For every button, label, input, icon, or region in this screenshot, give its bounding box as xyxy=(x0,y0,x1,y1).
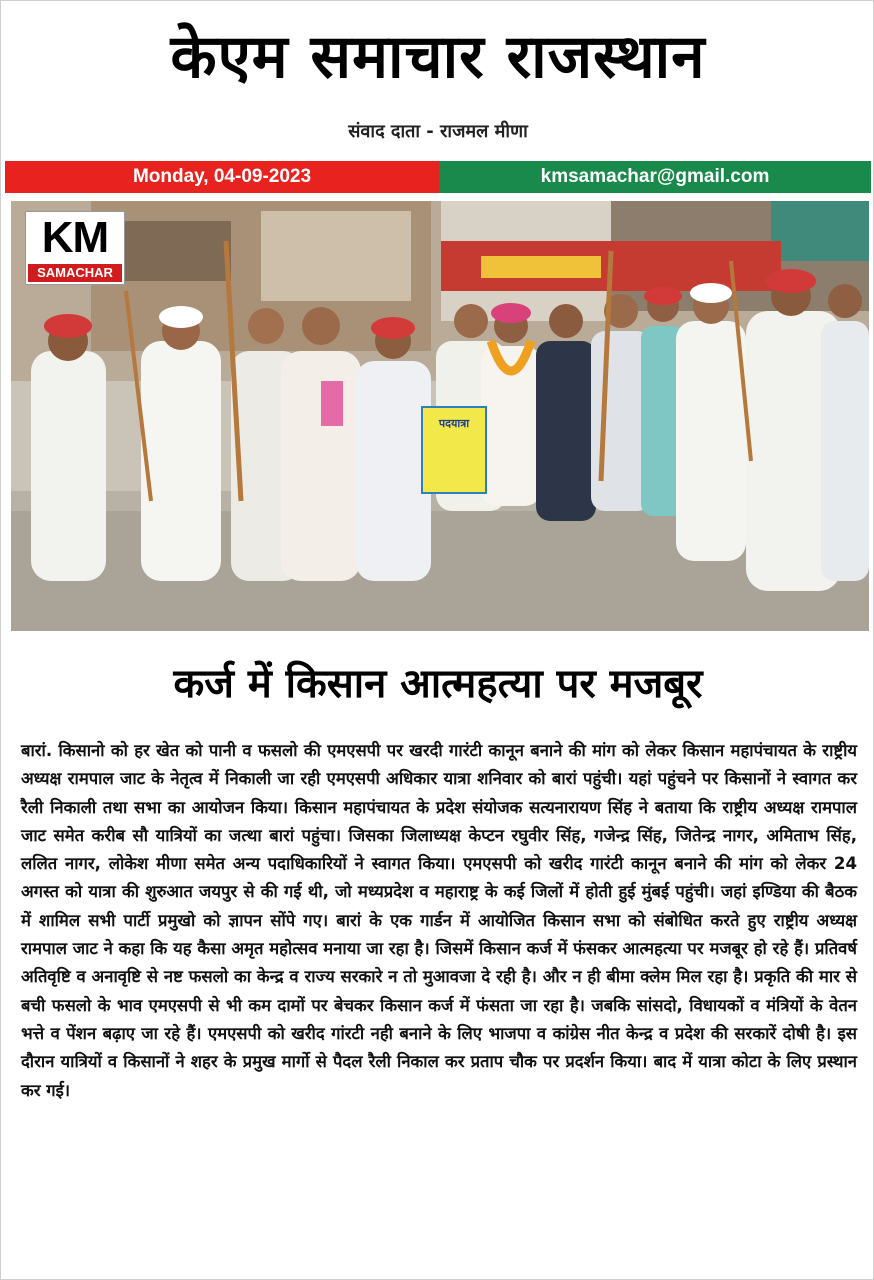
logo-km-text: KM xyxy=(41,213,109,262)
banner-text: पदयात्रा xyxy=(438,417,470,430)
reporter-byline: संवाद दाता - राजमल मीणा xyxy=(348,121,528,142)
email-link[interactable]: kmsamachar@gmail.com xyxy=(540,166,770,187)
article-headline: कर्ज में किसान आत्महत्या पर मजबूर xyxy=(173,661,703,707)
logo-samachar-text: SAMACHAR xyxy=(28,264,122,282)
masthead-title: केएम समाचार राजस्थान xyxy=(170,22,706,92)
news-photo xyxy=(11,201,869,631)
date-text: Monday, 04-09-2023 xyxy=(132,166,312,187)
article-body: बारां. किसानो को हर खेत को पानी व फसलो की एमएसपी पर खरदी गारंटी कानून बनाने की मांग को लेकर किसान महापंचायत के राष्ट्रीय अध्यक्ष रामपाल जाट के नेतृत्व में निकाली जा रही एमएसपी अधिकार यात्रा शनिवार को बारां पहुंची। यहां पहुंचने पर किसानों ने स्वागत कर रैली निकाली तथा सभा का आयोजन किया। किसान महापंचायत के प्रदेश संयोजक सत्यनारायण सिंह ने बताया कि राष्ट्रीय अध्यक्ष रामपाल जाट समेत करीब सौ यात्रियों का जत्था बारां पहुंचा। जिसका जिलाध्यक्ष केप्टन रघुवीर सिंह, गजेन्द्र सिंह, जितेन्द्र नागर, अमिताभ सिंह, ललित नागर, लोकेश मीणा समेत अन्य पदाधिकारियों ने स्वागत किया। एमएसपी को खरीद गारंटी कानून बनाने की मांग को लेकर 24 अगस्त को यात्रा की शुरुआत जयपुर से की गई थी, जो मध्यप्रदेश व महाराष्ट्र के कई जिलों में होती हुई मुंबई पहुंची। जहां इण्डिया की बैठक में शामिल सभी पार्टी प्रमुखो को ज्ञापन सोंपे गए। बारां के एक गार्डन में आयोजित किसान सभा को संबोधित करते हुए राष्ट्रीय अध्यक्ष रामपाल जाट ने कहा कि यह कैसा अमृत महोत्सव मनाया जा रहा है। जिसमें किसान कर्ज में फंसकर आत्महत्या पर मजबूर हो रहे हैं। प्रतिवर्ष अतिवृष्टि व अनावृष्टि से नष्ट फसलो का केन्द्र व राज्य सरकारे न तो मुआवजा दे रही है। और न ही बीमा क्लेम मिल रहा है। प्रकृति की मार से बची फसलो के भाव एमएसपी से भी कम दामों पर बेचकर किसान कर्ज में फंसता जा रहा है। जबकि सांसदो, विधायकों व मंत्रियों के वेतन भत्ते व पेंशन बढ़ाए जा रहे हैं। एमएसपी को खरीद गांरटी नही बनाने के लिए भाजपा व कांग्रेस नीत केन्द्र व प्रदेश की सरकारें दोषी है। इस दौरान यात्रियों व किसानों ने शहर के प्रमुख मार्गो से पैदल रैली निकाल कर प्रताप चौक पर प्रदर्शन किया। बाद में यात्रा कोटा के लिए प्रस्थान कर गई। xyxy=(21,741,857,1100)
yatra-banner xyxy=(421,406,487,494)
email-bar xyxy=(439,161,871,193)
km-samachar-logo xyxy=(25,211,125,285)
date-bar xyxy=(5,161,439,193)
